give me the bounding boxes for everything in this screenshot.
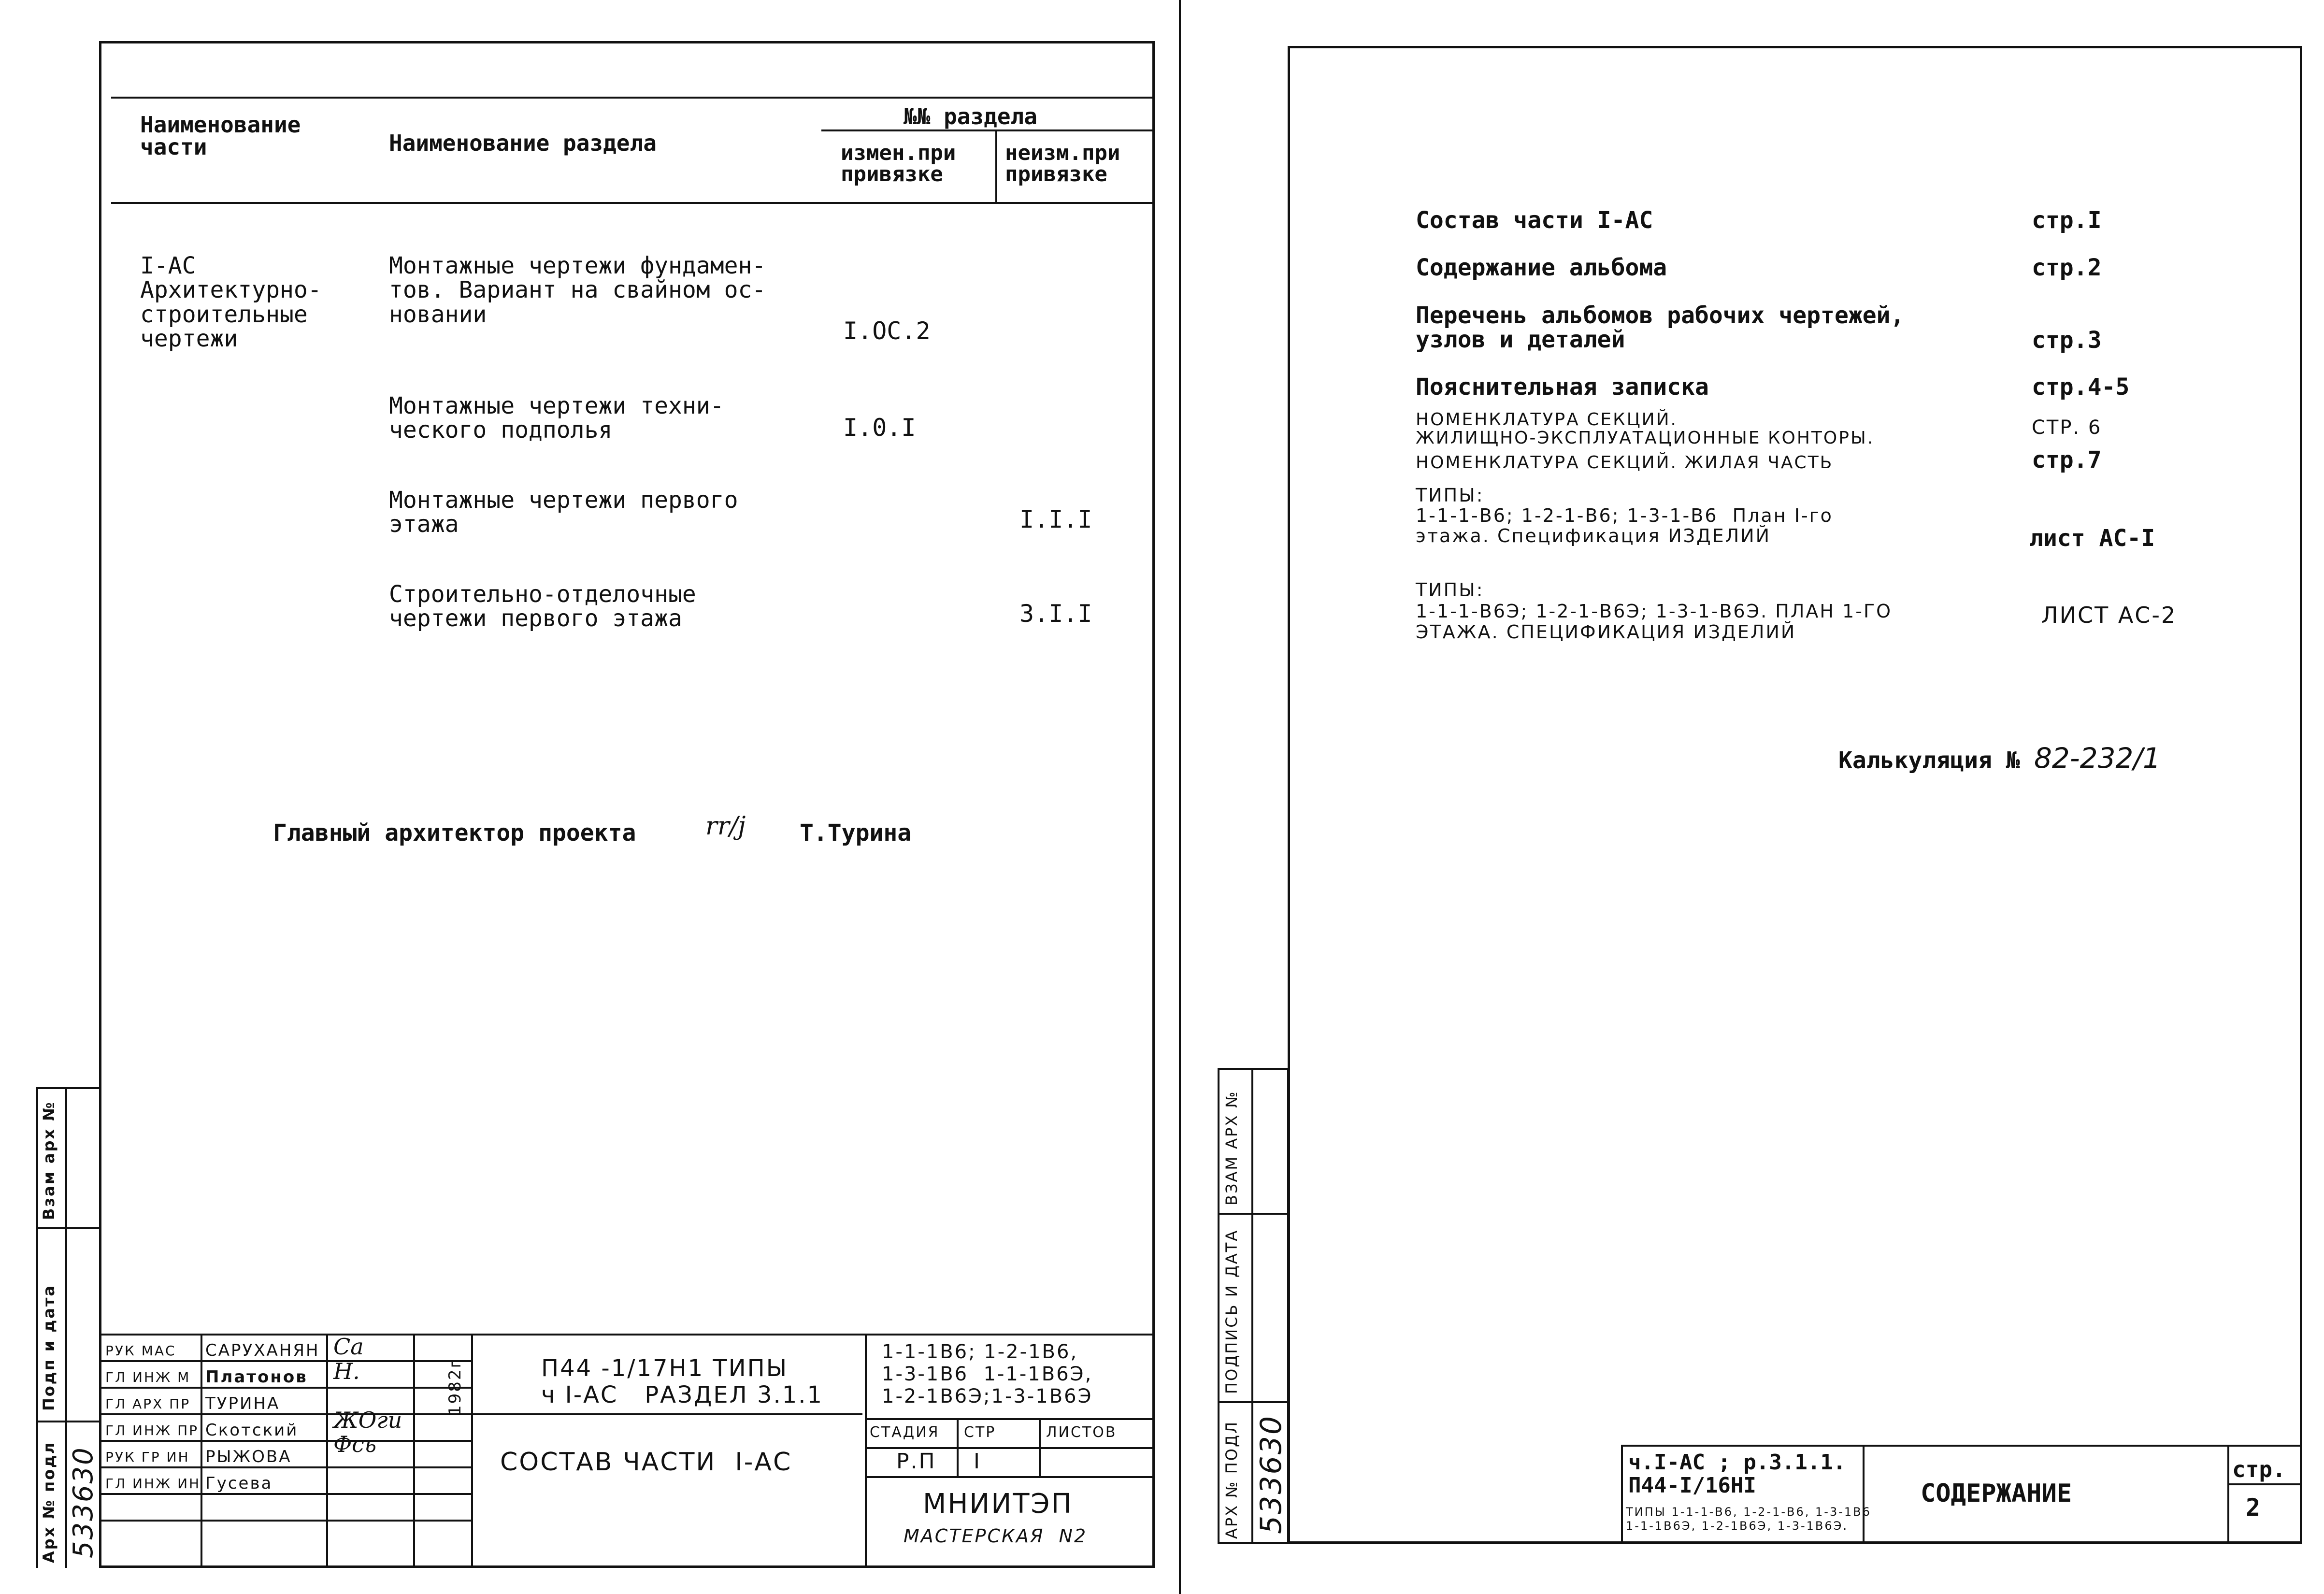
col-nums-header: №№ раздела <box>904 103 1037 129</box>
contents-item-3-page: стр.3 <box>2032 327 2102 354</box>
tb-sheet-value: I <box>974 1449 981 1474</box>
tb-role-3: ГЛ АРХ ПР <box>105 1396 191 1412</box>
tb-row-2 <box>99 1387 471 1389</box>
contents-item-6-title: НОМЕНКЛАТУРА СЕКЦИЙ. ЖИЛАЯ ЧАСТЬ <box>1416 453 1834 473</box>
rtb-page-label: стр. <box>2232 1456 2286 1482</box>
rtb-page-sep <box>2227 1483 2302 1485</box>
tb-code: П44 -1/17Н1 ТИПЫ ч I-АС РАЗДЕЛ 3.1.1 <box>541 1355 824 1409</box>
tb-stage-v1 <box>957 1418 959 1476</box>
tb-signatures: Са Н. ЖОги Фсь <box>333 1334 402 1458</box>
tb-row-3 <box>99 1413 862 1415</box>
chief-architect-name: Т.Турина <box>800 819 912 847</box>
tb-role-2: ГЛ ИНЖ М <box>105 1369 191 1385</box>
section-row-1: Монтажные чертежи фундамен- тов. Вариант на свайном ос- новании <box>389 252 766 328</box>
section-row-3-unchanged: I.I.I <box>1019 505 1092 533</box>
tb-role-1: РУК МАС <box>105 1343 176 1359</box>
right-side-stamp-sep-1 <box>1218 1213 1289 1215</box>
side-stamp-sep-1 <box>36 1227 99 1229</box>
tb-workshop: МАСТЕРСКАЯ N2 <box>904 1525 1088 1547</box>
tb-types: 1-1-1В6; 1-2-1В6, 1-3-1В6 1-1-1В6Э, 1-2-1В6Э;1-3-1В6Э <box>882 1341 1093 1407</box>
section-row-1-changed: I.ОС.2 <box>843 317 931 345</box>
tb-name-4: Скотский <box>205 1421 299 1440</box>
tb-v-names <box>326 1334 328 1568</box>
part-name: I-АС Архитектурно- строительные чертежи <box>140 252 322 353</box>
contents-item-2-title: Содержание альбома <box>1416 254 1667 281</box>
tb-top <box>99 1334 1155 1336</box>
tb-sheet-label: СТР <box>964 1424 996 1441</box>
side-stamp-top <box>36 1087 99 1089</box>
tb-row-5 <box>99 1466 471 1468</box>
section-row-4: Строительно-отделочные чертежи первого этажа <box>389 581 696 632</box>
tb-doc-title: СОСТАВ ЧАСТИ I-АС <box>500 1448 792 1477</box>
col-part-header: Наименование части <box>140 112 301 160</box>
tb-stage-bottom <box>865 1476 1155 1478</box>
tb-name-2: Платонов <box>205 1367 308 1387</box>
nums-header-line <box>821 129 1155 131</box>
tb-v-code <box>865 1334 867 1568</box>
rtb-title: СОДЕРЖАНИЕ <box>1921 1479 2072 1508</box>
side-stamp-arch-no: 533630 <box>68 1446 99 1558</box>
calc-label: Калькуляция № <box>1838 747 2020 774</box>
side-stamp-label-3: Взам арх № <box>40 1101 58 1220</box>
contents-item-4-page: стр.4-5 <box>2032 373 2130 401</box>
rtb-v1 <box>1621 1445 1623 1544</box>
rtb-page: 2 <box>2246 1493 2261 1522</box>
tb-name-3: ТУРИНА <box>205 1394 280 1413</box>
tb-name-6: Гусева <box>205 1474 273 1493</box>
side-stamp-label-1: Арх № подл <box>40 1441 58 1563</box>
side-stamp-sep-2 <box>36 1421 99 1422</box>
contents-item-3-title: Перечень альбомов рабочих чертежей, узлов и деталей <box>1416 302 1905 354</box>
section-row-3: Монтажные чертежи первого этажа <box>389 487 738 538</box>
col-changed-header: измен.при привязке <box>841 141 956 187</box>
tb-stage-value: Р.П <box>896 1449 936 1474</box>
tb-stage-top <box>865 1418 1155 1420</box>
rtb-code: ч.I-АС ; р.3.1.1. П44-I/16НI <box>1628 1450 1846 1498</box>
rtb-top <box>1621 1445 2302 1447</box>
table-header-bottom-line <box>111 202 1155 204</box>
tb-role-5: РУК ГР ИН <box>105 1449 190 1465</box>
section-row-2: Монтажные чертежи техни- ческого подполья <box>389 392 724 444</box>
section-row-2-changed: I.0.I <box>843 414 916 442</box>
calc-value: 82-232/1 <box>2034 742 2161 775</box>
contents-item-2-page: стр.2 <box>2032 254 2102 281</box>
contents-item-8-page: ЛИСТ АС-2 <box>2041 602 2177 628</box>
tb-row-7 <box>99 1520 471 1522</box>
rtb-v3 <box>2227 1445 2229 1544</box>
right-side-stamp-sep-2 <box>1218 1401 1289 1403</box>
contents-item-6-page: стр.7 <box>2032 446 2102 474</box>
tb-sheets-label: ЛИСТОВ <box>1046 1424 1117 1441</box>
table-top-line <box>111 97 1155 99</box>
contents-item-1-page: стр.I <box>2032 207 2102 234</box>
tb-row-6 <box>99 1493 471 1495</box>
tb-v-date <box>471 1334 473 1568</box>
changed-col-divider <box>995 129 997 202</box>
tb-name-1: САРУХАНЯН <box>205 1341 320 1360</box>
rtb-types: ТИПЫ 1-1-1-В6, 1-2-1-В6, 1-3-1В6 1-1-1В6Э, 1-2-1В6Э, 1-3-1В6Э. <box>1626 1505 1871 1533</box>
tb-stage-label: СТАДИЯ <box>870 1424 940 1441</box>
contents-item-5-page: СТР. 6 <box>2032 416 2102 439</box>
side-stamp-label-2: Подп и дата <box>40 1284 58 1411</box>
tb-name-5: РЫЖОВА <box>205 1447 292 1466</box>
contents-item-1-title: Состав части I-АС <box>1416 207 1653 234</box>
right-side-stamp-label-2: ПОДПИСЬ И ДАТА <box>1222 1229 1241 1394</box>
tb-org: МНИИТЭП <box>923 1488 1073 1520</box>
tb-v-roles <box>201 1334 202 1568</box>
contents-item-7-title: ТИПЫ: 1-1-1-В6; 1-2-1-В6; 1-3-1-В6 План I-го этажа. Спецификация ИЗДЕЛИЙ <box>1416 485 1833 546</box>
tb-v-sign <box>413 1334 415 1568</box>
tb-row-1 <box>99 1360 471 1362</box>
sheet-separator <box>1179 0 1181 1594</box>
contents-item-4-title: Пояснительная записка <box>1416 373 1709 401</box>
right-side-stamp-mid <box>1251 1068 1253 1544</box>
contents-item-5-title: НОМЕНКЛАТУРА СЕКЦИЙ. ЖИЛИЩНО-ЭКСПЛУАТАЦИОННЫЕ КОНТОРЫ. <box>1416 410 1875 448</box>
tb-row-4 <box>99 1440 471 1442</box>
side-stamp-left-border <box>36 1087 38 1568</box>
tb-year: 1982г <box>445 1358 465 1416</box>
right-side-stamp-label-3: ВЗАМ АРХ № <box>1222 1090 1241 1206</box>
contents-item-8-title: ТИПЫ: 1-1-1-В6Э; 1-2-1-В6Э; 1-3-1-В6Э. ПЛАН 1-ГО ЭТАЖА. СПЕЦИФИКАЦИЯ ИЗДЕЛИЙ <box>1416 579 1893 643</box>
right-side-stamp-label-1: АРХ № ПОДЛ <box>1222 1420 1241 1539</box>
tb-stage-v2 <box>1039 1418 1041 1476</box>
side-stamp-mid-border <box>65 1087 67 1568</box>
tb-role-4: ГЛ ИНЖ ПР <box>105 1422 199 1438</box>
col-section-header: Наименование раздела <box>389 130 657 156</box>
right-side-stamp-arch-no: 533630 <box>1254 1414 1288 1534</box>
chief-signature: rr/ј <box>705 812 746 841</box>
section-row-4-unchanged: 3.I.I <box>1019 600 1092 628</box>
col-unchanged-header: неизм.при привязке <box>1005 141 1120 187</box>
contents-item-7-page: лист АС-I <box>2029 525 2155 552</box>
tb-role-6: ГЛ ИНЖ ИН <box>105 1476 201 1492</box>
chief-architect-label: Главный архитектор проекта <box>273 819 636 847</box>
